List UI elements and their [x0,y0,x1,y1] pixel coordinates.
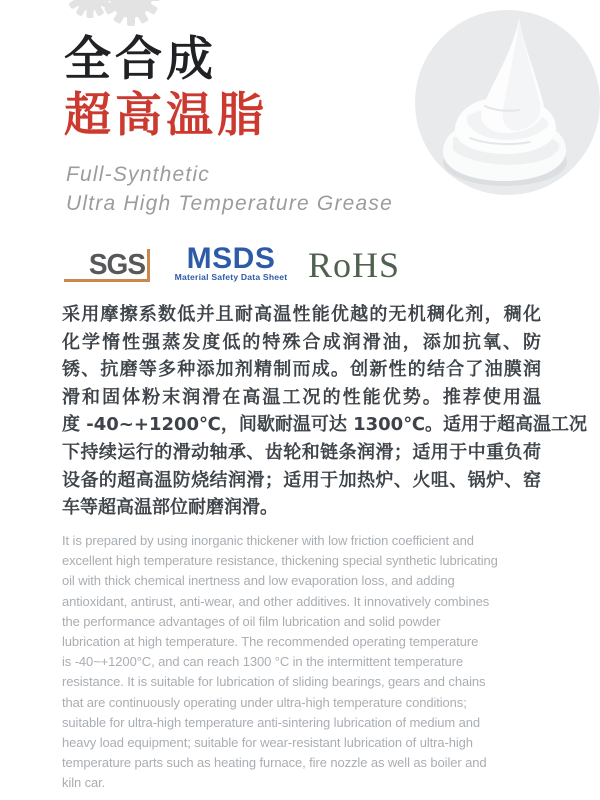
text-line: antioxidant, antirust, anti-wear, and other additives. It innovatively combines [62,593,490,609]
description-paragraph-en [62,531,554,794]
page-subtitle-line2: Ultra High Temperature Grease [66,192,393,215]
text-line: 车等超高温部位耐磨润滑。 [62,497,278,519]
text-line: kiln car. [62,775,106,791]
text-line: suitable for ultra-high temperature anti-sintering lubrication of medium and [62,714,481,730]
text-line: lubrication at high temperature. The recommended operating temperature [62,634,479,650]
text-line: 锈、抗磨等多种添加剂精制而成。创新性的结合了油膜润 [62,359,541,381]
sgs-logo [64,249,150,282]
description-paragraph-cn [62,301,588,522]
rohs-logo-text: RoHS [308,245,401,285]
page-title-cn-line1: 全合成 [64,32,217,87]
msds-logo [172,242,290,282]
subtitle-block [66,160,393,218]
msds-logo-subtitle: Material Safety Data Sheet [174,272,288,282]
text-line: 采用摩擦系数低并且耐高温性能优越的无机稠化剂，稠化 [62,304,541,325]
text-line: 度 -40~+1200℃，间歇耐温可达 1300℃。适用于超高温工况 [62,414,588,436]
text-line: It is prepared by using inorganic thickener with low friction coefficient and [62,533,474,548]
msds-logo-text: MSDS [186,242,276,275]
text-line: heavy load equipment; suitable for wear-resistant lubrication of ultra-high [62,735,473,751]
certification-row [64,240,401,285]
text-line: excellent high temperature resistance, thickening special synthetic lubricating [62,553,498,569]
text-line: the performance advantages of oil film lubrication and solid powder [62,613,441,629]
title-block [64,32,268,144]
page-title-cn-line2: 超高温脂 [64,88,268,143]
text-line: 设备的超高温防烧结润滑；适用于加热炉、火咀、锅炉、窑 [62,469,541,491]
text-line: 滑和固体粉末润滑在高温工况的性能优势。推荐使用温 [62,386,541,408]
product-photo-grease-dollop [415,10,600,195]
gears-icon [56,0,186,34]
text-line: 化学惰性强蒸发度低的特殊合成润滑油，添加抗氧、防 [62,331,541,353]
page-subtitle-line1: Full-Synthetic [66,163,211,186]
grease-dollop-image [415,10,600,195]
text-line: resistance. It is suitable for lubrication of sliding bearings, gears and chains [62,674,486,690]
rohs-logo [308,245,401,285]
text-line: is -40~+1200°C, and can reach 1300 °C in the intermittent temperature [62,654,463,670]
text-line: oil with thick chemical inertness and low evaporation loss, and adding [62,573,455,589]
text-line: temperature parts such as heating furnace, fire nozzle as well as boiler and [62,755,487,771]
text-line: 下持续运行的滑动轴承、齿轮和链条润滑；适用于中重负荷 [62,441,541,463]
sgs-logo-text: SGS [88,248,145,281]
text-line: that are continuously operating under ultra-high temperature conditions; [62,694,467,710]
